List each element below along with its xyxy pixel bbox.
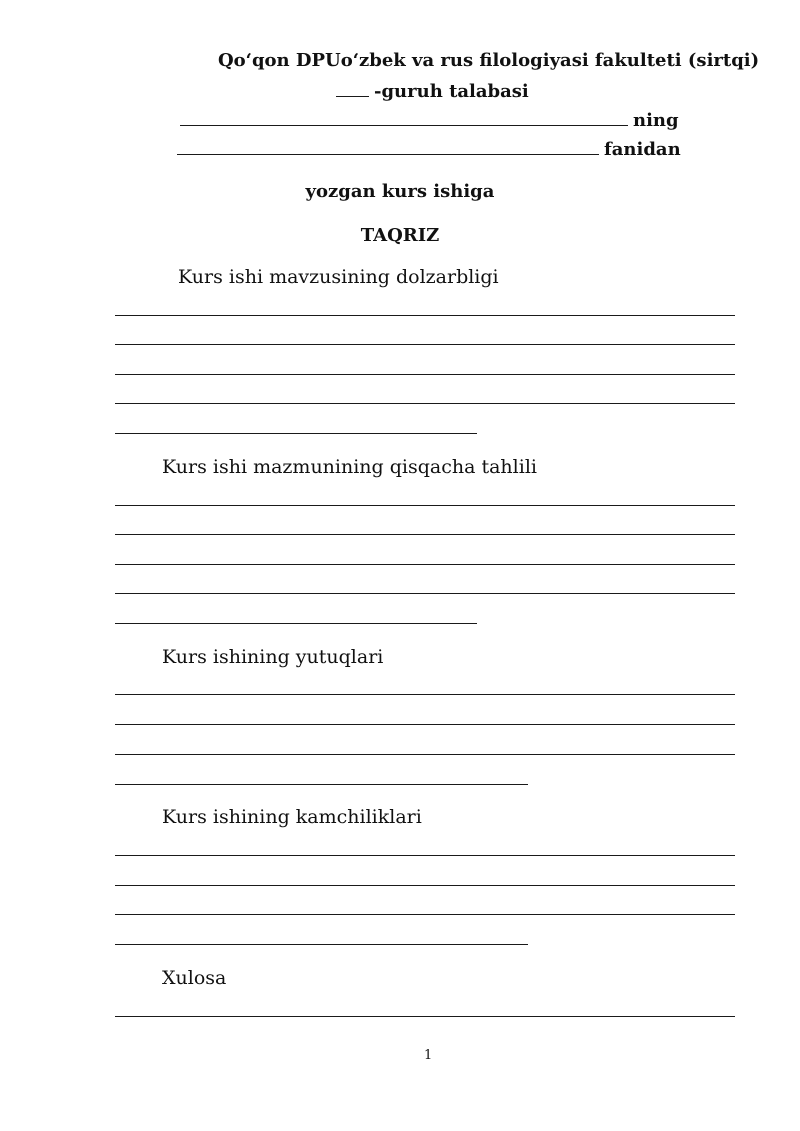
answer-line[interactable] [115,344,735,345]
subject-line [177,138,681,161]
section-label-conclusion: Xulosa [162,967,227,989]
answer-line[interactable] [115,534,735,535]
section-label-achievements: Kurs ishining yutuqlari [162,646,384,668]
answer-line[interactable] [115,855,735,856]
student-name-line [180,109,679,132]
subtitle: yozgan kurs ishiga [305,181,495,202]
answer-line[interactable] [115,403,735,404]
group-line [336,80,529,103]
group-blank[interactable] [336,80,369,97]
section-label-content-analysis: Kurs ishi mazmunining qisqacha tahlili [162,456,537,478]
page-number: 1 [424,1048,433,1063]
answer-line[interactable] [115,754,735,755]
institution-name: Qo‘qon DPUo‘zbek va rus filologiyasi fakulteti (sirtqi) [218,50,760,71]
answer-line[interactable] [115,433,477,434]
student-name-suffix: ning [633,110,679,131]
subject-suffix: fanidan [604,139,681,160]
answer-line[interactable] [115,593,735,594]
answer-line[interactable] [115,784,528,785]
answer-line[interactable] [115,885,735,886]
answer-line[interactable] [115,374,735,375]
answer-line[interactable] [115,1016,735,1017]
section-label-shortcomings: Kurs ishining kamchiliklari [162,806,422,828]
answer-line[interactable] [115,505,735,506]
institution-line [218,50,759,72]
answer-line[interactable] [115,564,735,565]
answer-line[interactable] [115,694,735,695]
document-title: TAQRIZ [360,225,440,246]
answer-line[interactable] [115,724,735,725]
subject-blank[interactable] [177,138,599,155]
answer-line[interactable] [115,944,528,945]
answer-line[interactable] [115,315,735,316]
section-label-relevance: Kurs ishi mavzusining dolzarbligi [178,266,499,288]
answer-line[interactable] [115,623,477,624]
student-name-blank[interactable] [180,109,628,126]
group-label: -guruh talabasi [374,81,529,102]
answer-line[interactable] [115,914,735,915]
